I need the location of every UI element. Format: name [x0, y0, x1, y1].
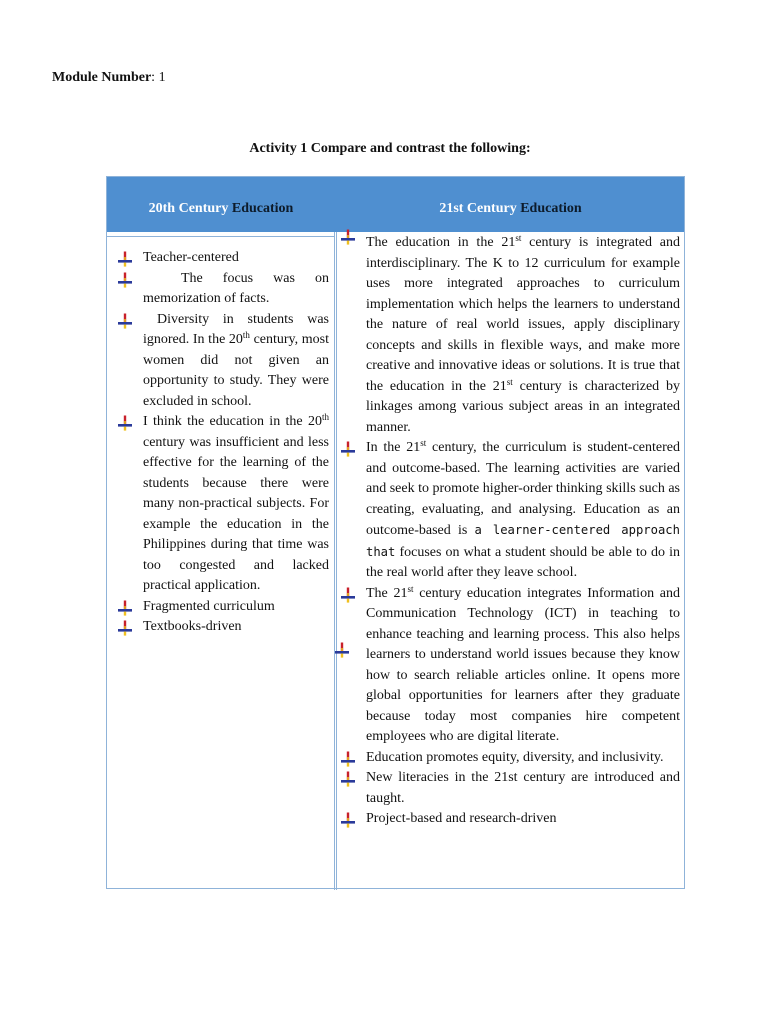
item-text: century education integrates Information and Communication Technology (ICT) in teaching to enhance teaching and learning process. This also helps learners to understand world issues because they know how to search reliable articles online. It opens more global opportunities for learners after they graduate because today most companies hire competent employees who are digital literate. — [366, 585, 680, 744]
list-item — [340, 768, 680, 809]
pin-arrow-bullet-icon — [340, 771, 356, 787]
comparison-table — [106, 176, 685, 889]
header-20th-century — [107, 177, 335, 232]
item-text: century, the curriculum is student-centered and outcome-based. The learning activities are varied and seek to promote higher-order thinking skills such as creating, evaluating, and analysing. Education as an outcome-based is — [366, 440, 681, 538]
item-text: New literacies in the 21st century are introduced and taught. — [366, 770, 680, 806]
item-superscript: st — [420, 438, 427, 448]
item-text: The education in the 21 — [366, 235, 516, 250]
item-text: Fragmented curriculum — [143, 598, 275, 614]
item-text: century is characterized by linkages among various subject areas in an integrated manner. — [366, 378, 680, 435]
pin-arrow-bullet-icon — [117, 272, 133, 288]
item-superscript: th — [242, 330, 250, 340]
header-21st-century — [335, 177, 686, 232]
column-21st-century — [340, 232, 680, 830]
module-number-value: 1 — [158, 70, 166, 85]
item-text: Project-based and research-driven — [366, 811, 557, 826]
list-item — [340, 584, 680, 748]
pin-arrow-bullet-icon — [117, 600, 133, 616]
pin-arrow-bullet-icon — [117, 251, 133, 267]
list-item — [340, 809, 680, 830]
list-item — [117, 248, 329, 269]
item-text: I think the education in the 20 — [143, 414, 322, 429]
header-20th-emph: Education — [231, 201, 294, 216]
pin-arrow-bullet-icon — [340, 751, 356, 767]
list-item — [117, 269, 329, 310]
item-text: century, most women did not given an opportunity to study. They were excluded in school. — [143, 332, 329, 409]
list-item — [117, 597, 329, 618]
module-number-label: Module Number — [52, 70, 152, 85]
pin-arrow-bullet-icon — [334, 642, 350, 658]
item-superscript: st — [515, 233, 522, 243]
item-text: Textbooks-driven — [143, 619, 242, 634]
list-item — [117, 310, 329, 413]
list-item — [117, 617, 329, 638]
pin-arrow-bullet-icon — [340, 587, 356, 603]
column-divider — [334, 232, 337, 890]
item-text: Teacher-centered — [143, 250, 239, 265]
item-text: In the 21 — [366, 440, 421, 455]
item-superscript: st — [407, 583, 414, 594]
item-text: Diversity in students was ignored. In the 20 — [143, 311, 329, 347]
pin-arrow-bullet-icon — [340, 229, 356, 245]
item-text: century was insufficient and less effective for the learning of the students because there were many non-practical subjects. For example the education in the Philippines during that time was too congested and lacked practical application. — [143, 434, 329, 593]
module-number — [52, 70, 166, 86]
pin-arrow-bullet-icon — [117, 313, 133, 329]
header-21st-emph: Education — [520, 201, 582, 216]
column-20th-century — [117, 248, 329, 638]
item-text: century is integrated and interdisciplinary. The K to 12 curriculum for example uses more integrated approaches to curriculum implementation which helps the learners to understand the nature of real world issues, apply disciplinary concepts and skills in flexible ways, and make more creative and innovative ideas or solutions. It is true that the education in the 21 — [366, 235, 680, 394]
list-item — [340, 232, 680, 438]
activity-title: Activity 1 Compare and contrast the following: — [249, 141, 531, 156]
left-column-top-border — [107, 236, 335, 237]
list-item — [117, 412, 329, 597]
pin-arrow-bullet-icon — [340, 441, 356, 457]
pin-arrow-bullet-icon — [117, 620, 133, 636]
item-text-mono: a learner-centered approach that — [366, 523, 680, 559]
table-header — [107, 177, 684, 232]
pin-arrow-bullet-icon — [117, 415, 133, 431]
item-superscript: st — [506, 376, 513, 387]
item-text: Education promotes equity, diversity, and inclusivity. — [366, 749, 664, 765]
item-text: The 21 — [366, 585, 408, 601]
list-item — [340, 748, 680, 769]
item-superscript: th — [321, 412, 329, 422]
header-21st-prefix: 21st Century — [439, 201, 521, 216]
pin-arrow-bullet-icon — [340, 812, 356, 828]
item-text: The focus was on memorization of facts. — [143, 270, 329, 306]
module-number-separator: : — [151, 70, 159, 85]
item-text: focuses on what a student should be able to do in the real world after they leave school. — [366, 544, 680, 580]
list-item — [340, 438, 680, 584]
header-20th-prefix: 20th Century — [148, 201, 232, 216]
